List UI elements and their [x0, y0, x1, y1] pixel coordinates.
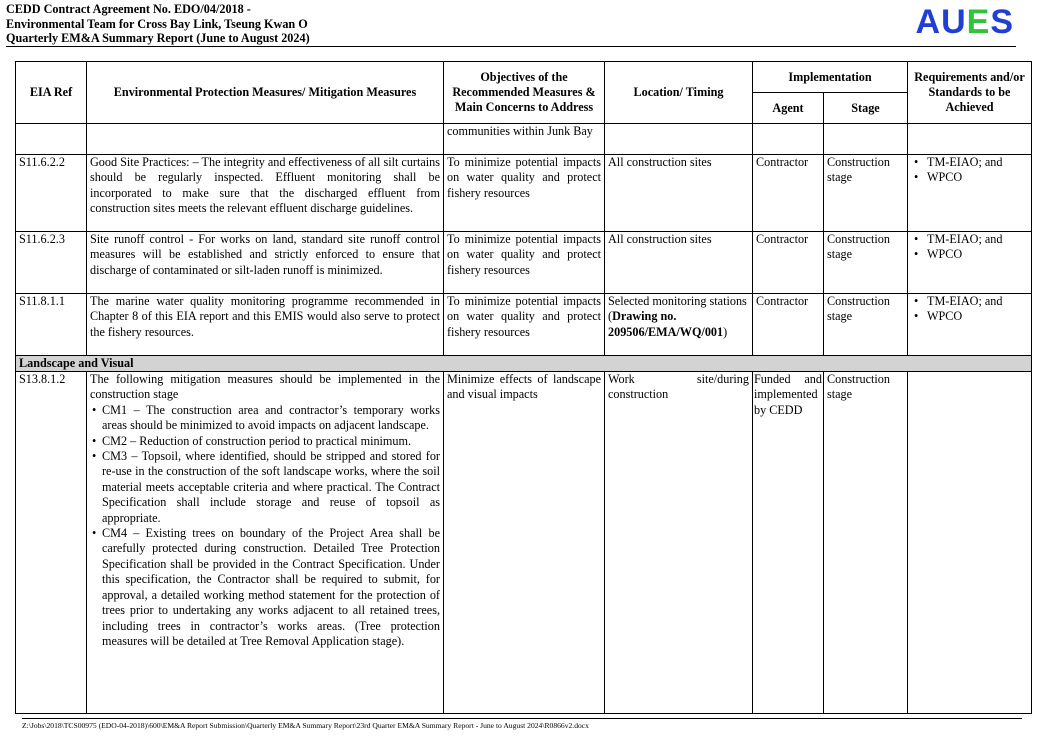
- table-row: [16, 155, 1032, 232]
- logo-letter-u: U: [941, 3, 967, 41]
- section-header-row: [16, 356, 1032, 372]
- section-title: Landscape and Visual: [16, 356, 1032, 372]
- agent-cell: Contractor: [753, 232, 824, 294]
- requirements-cell: [908, 372, 1032, 714]
- col-header-agent: Agent: [753, 93, 824, 124]
- location-cell: Work site/during construction: [605, 372, 753, 714]
- table-row: [16, 372, 1032, 714]
- page-header: [6, 2, 1016, 46]
- objective-cell: To minimize potential impacts on water quality and protect fishery resources: [444, 294, 605, 356]
- emis-table: [15, 61, 1032, 714]
- list-item: • CM2 – Reduction of construction period to practical minimum.: [102, 434, 440, 449]
- table-row: [16, 294, 1032, 356]
- list-item: • WPCO: [927, 247, 1028, 262]
- measure-intro: The following mitigation measures should be implemented in the construction stage: [90, 372, 440, 402]
- col-header-objectives: Objectives of the Recommended Measures & Main Concerns to Address: [444, 62, 605, 124]
- objective-cell: To minimize potential impacts on water quality and protect fishery resources: [444, 155, 605, 232]
- table-row: [16, 232, 1032, 294]
- list-item: • WPCO: [927, 170, 1028, 185]
- stage-cell: Construction stage: [824, 232, 908, 294]
- location-cell: Selected monitoring stations (Drawing no. 209506/EMA/WQ/001): [605, 294, 753, 356]
- objective-cell: Minimize effects of landscape and visual impacts: [444, 372, 605, 714]
- objective-cell: To minimize potential impacts on water quality and protect fishery resources: [444, 232, 605, 294]
- measure-cell: [87, 372, 444, 714]
- agent-cell: Funded and implemented by CEDD: [753, 372, 824, 714]
- footer-rule: [22, 718, 1022, 719]
- header-rule: [6, 46, 1016, 47]
- col-header-eia-ref: EIA Ref: [16, 62, 87, 124]
- requirements-cell: [908, 155, 1032, 232]
- measure-cell: Good Site Practices: – The integrity and effectiveness of all silt curtains should be regularly inspected. Effluent monitoring shall be incorporated to make sure that the discharged effluent from construction sites meets the relevant effluent discharge guidelines.: [87, 155, 444, 232]
- continuation-objective: communities within Junk Bay: [444, 124, 605, 155]
- list-item: • TM-EIAO; and: [927, 155, 1028, 170]
- mitigation-list: [90, 403, 440, 650]
- location-cell: All construction sites: [605, 232, 753, 294]
- eia-ref-cell: S11.8.1.1: [16, 294, 87, 356]
- logo-letter-e: E: [966, 3, 991, 41]
- list-item: • CM1 – The construction area and contractor’s temporary works areas should be minimized to avoid impacts on adjacent landscape.: [102, 403, 440, 434]
- eia-ref-cell: S11.6.2.3: [16, 232, 87, 294]
- requirements-cell: [908, 232, 1032, 294]
- stage-cell: Construction stage: [824, 372, 908, 714]
- footer-file-path: Z:\Jobs\2018\TCS00975 (EDO-04-2018)\600\EM&A Report Submission\Quarterly EM&A Summary Report\23rd Quarter EM&A Summary Report - June to August 2024\R0866v2.docx: [22, 721, 589, 730]
- agent-cell: Contractor: [753, 155, 824, 232]
- list-item: • CM4 – Existing trees on boundary of the Project Area shall be carefully protected during construction. Detailed Tree Protection Specification shall be provided in the Contract Specification. Under this specification, the Contractor shall be required to submit, for approval, a detailed working method statement for the protection of trees prior to undertaking any works adjacent to all retained trees, including trees in contractor’s works areas. (Tree protection measures will be detailed at Tree Removal Application stage).: [102, 526, 440, 649]
- report-title: Quarterly EM&A Summary Report (June to August 2024): [6, 31, 310, 45]
- aues-logo: [916, 4, 1015, 40]
- list-item: • TM-EIAO; and: [927, 232, 1028, 247]
- contract-title: CEDD Contract Agreement No. EDO/04/2018 -: [6, 2, 251, 16]
- col-header-implementation: Implementation: [753, 62, 908, 93]
- report-title-block: [6, 2, 1016, 46]
- logo-letter-a: A: [915, 3, 942, 41]
- eia-ref-cell: S11.6.2.2: [16, 155, 87, 232]
- logo-letter-s: S: [990, 3, 1014, 41]
- col-header-stage: Stage: [824, 93, 908, 124]
- location-cell: All construction sites: [605, 155, 753, 232]
- col-header-measures: Environmental Protection Measures/ Mitigation Measures: [87, 62, 444, 124]
- stage-cell: Construction stage: [824, 294, 908, 356]
- col-header-requirements: Requirements and/or Standards to be Achieved: [908, 62, 1032, 124]
- stage-cell: Construction stage: [824, 155, 908, 232]
- team-title: Environmental Team for Cross Bay Link, Tseung Kwan O: [6, 16, 308, 31]
- list-item: • TM-EIAO; and: [927, 294, 1028, 309]
- table-row: [16, 124, 1032, 155]
- agent-cell: Contractor: [753, 294, 824, 356]
- list-item: • CM3 – Topsoil, where identified, should be stripped and stored for re-use in the construction of the soft landscape works, where the soil material meets acceptable criteria and where practical. The Contract Specification shall include storage and reuse of topsoil as appropriate.: [102, 449, 440, 526]
- measure-cell: The marine water quality monitoring programme recommended in Chapter 8 of this EIA report and this EMIS would also serve to protect the fishery resources.: [87, 294, 444, 356]
- eia-ref-cell: S13.8.1.2: [16, 372, 87, 714]
- list-item: • WPCO: [927, 309, 1028, 324]
- col-header-location: Location/ Timing: [605, 62, 753, 124]
- requirements-cell: [908, 294, 1032, 356]
- measure-cell: Site runoff control - For works on land, standard site runoff control measures will be established and strictly enforced to ensure that discharge of contaminated or silt-laden runoff is minimized.: [87, 232, 444, 294]
